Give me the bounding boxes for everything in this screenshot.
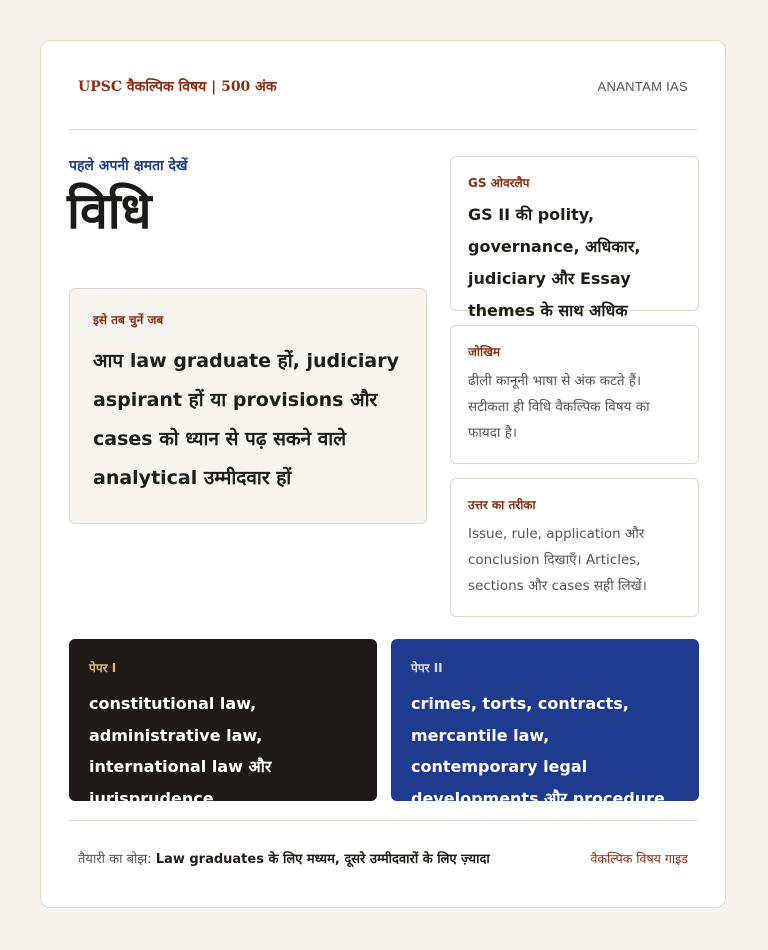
- paper-2-label: पेपर II: [411, 661, 443, 675]
- page-title: विधि: [67, 182, 152, 240]
- answer-method-heading: उत्तर का तरीका: [468, 498, 536, 512]
- paper-1-text: constitutional law, administrative law, international law और jurisprudence: [89, 694, 272, 808]
- paper-2-panel: [391, 639, 699, 808]
- risk-box: [450, 325, 699, 464]
- answer-method-text: Issue, rule, application और conclusion दिखाएँ। Articles, sections और cases सही लिखें।: [468, 526, 647, 594]
- gs-overlap-text: GS II की polity, governance, अधिकार, judiciary और Essay themes के साथ अधिक: [468, 205, 641, 320]
- guide-card: [40, 40, 726, 908]
- gs-overlap-box: [450, 156, 699, 320]
- risk-heading: जोखिम: [468, 345, 501, 359]
- eyebrow: पहले अपनी क्षमता देखें: [69, 158, 188, 174]
- header-title: UPSC वैकल्पिक विषय | 500 अंक: [78, 79, 277, 95]
- answer-method-box: [450, 478, 699, 617]
- org-name: ANANTAM IAS: [597, 79, 688, 94]
- guide-label: वैकल्पिक विषय गाइड: [590, 850, 688, 866]
- footer: [78, 849, 688, 867]
- choose-when-box: [69, 288, 427, 524]
- paper-2-text: crimes, torts, contracts, mercantile law, contemporary legal developments और procedure: [411, 694, 665, 808]
- prep-load-value: Law graduates के लिए मध्यम, दूसरे उम्मीदवारों के लिए ज़्यादा: [155, 852, 490, 867]
- footer-divider: [69, 820, 697, 821]
- gs-overlap-heading: GS ओवरलैप: [468, 176, 530, 190]
- risk-text: ढीली कानूनी भाषा से अंक कटते हैं। सटीकता ही विधि वैकल्पिक विषय का फायदा है।: [468, 373, 650, 441]
- paper-1-panel: [69, 639, 377, 808]
- prep-load-label: तैयारी का बोझ:: [78, 852, 152, 867]
- header: [78, 77, 688, 96]
- choose-when-text: आप law graduate हों, judiciary aspirant हों या provisions और cases को ध्यान से पढ़ सकने वाले analytical उम्मीदवार हों: [93, 350, 399, 489]
- paper-1-label: पेपर I: [89, 661, 117, 675]
- choose-when-label: इसे तब चुनें जब: [93, 313, 164, 327]
- header-divider: [69, 129, 697, 130]
- prep-load: [78, 849, 490, 867]
